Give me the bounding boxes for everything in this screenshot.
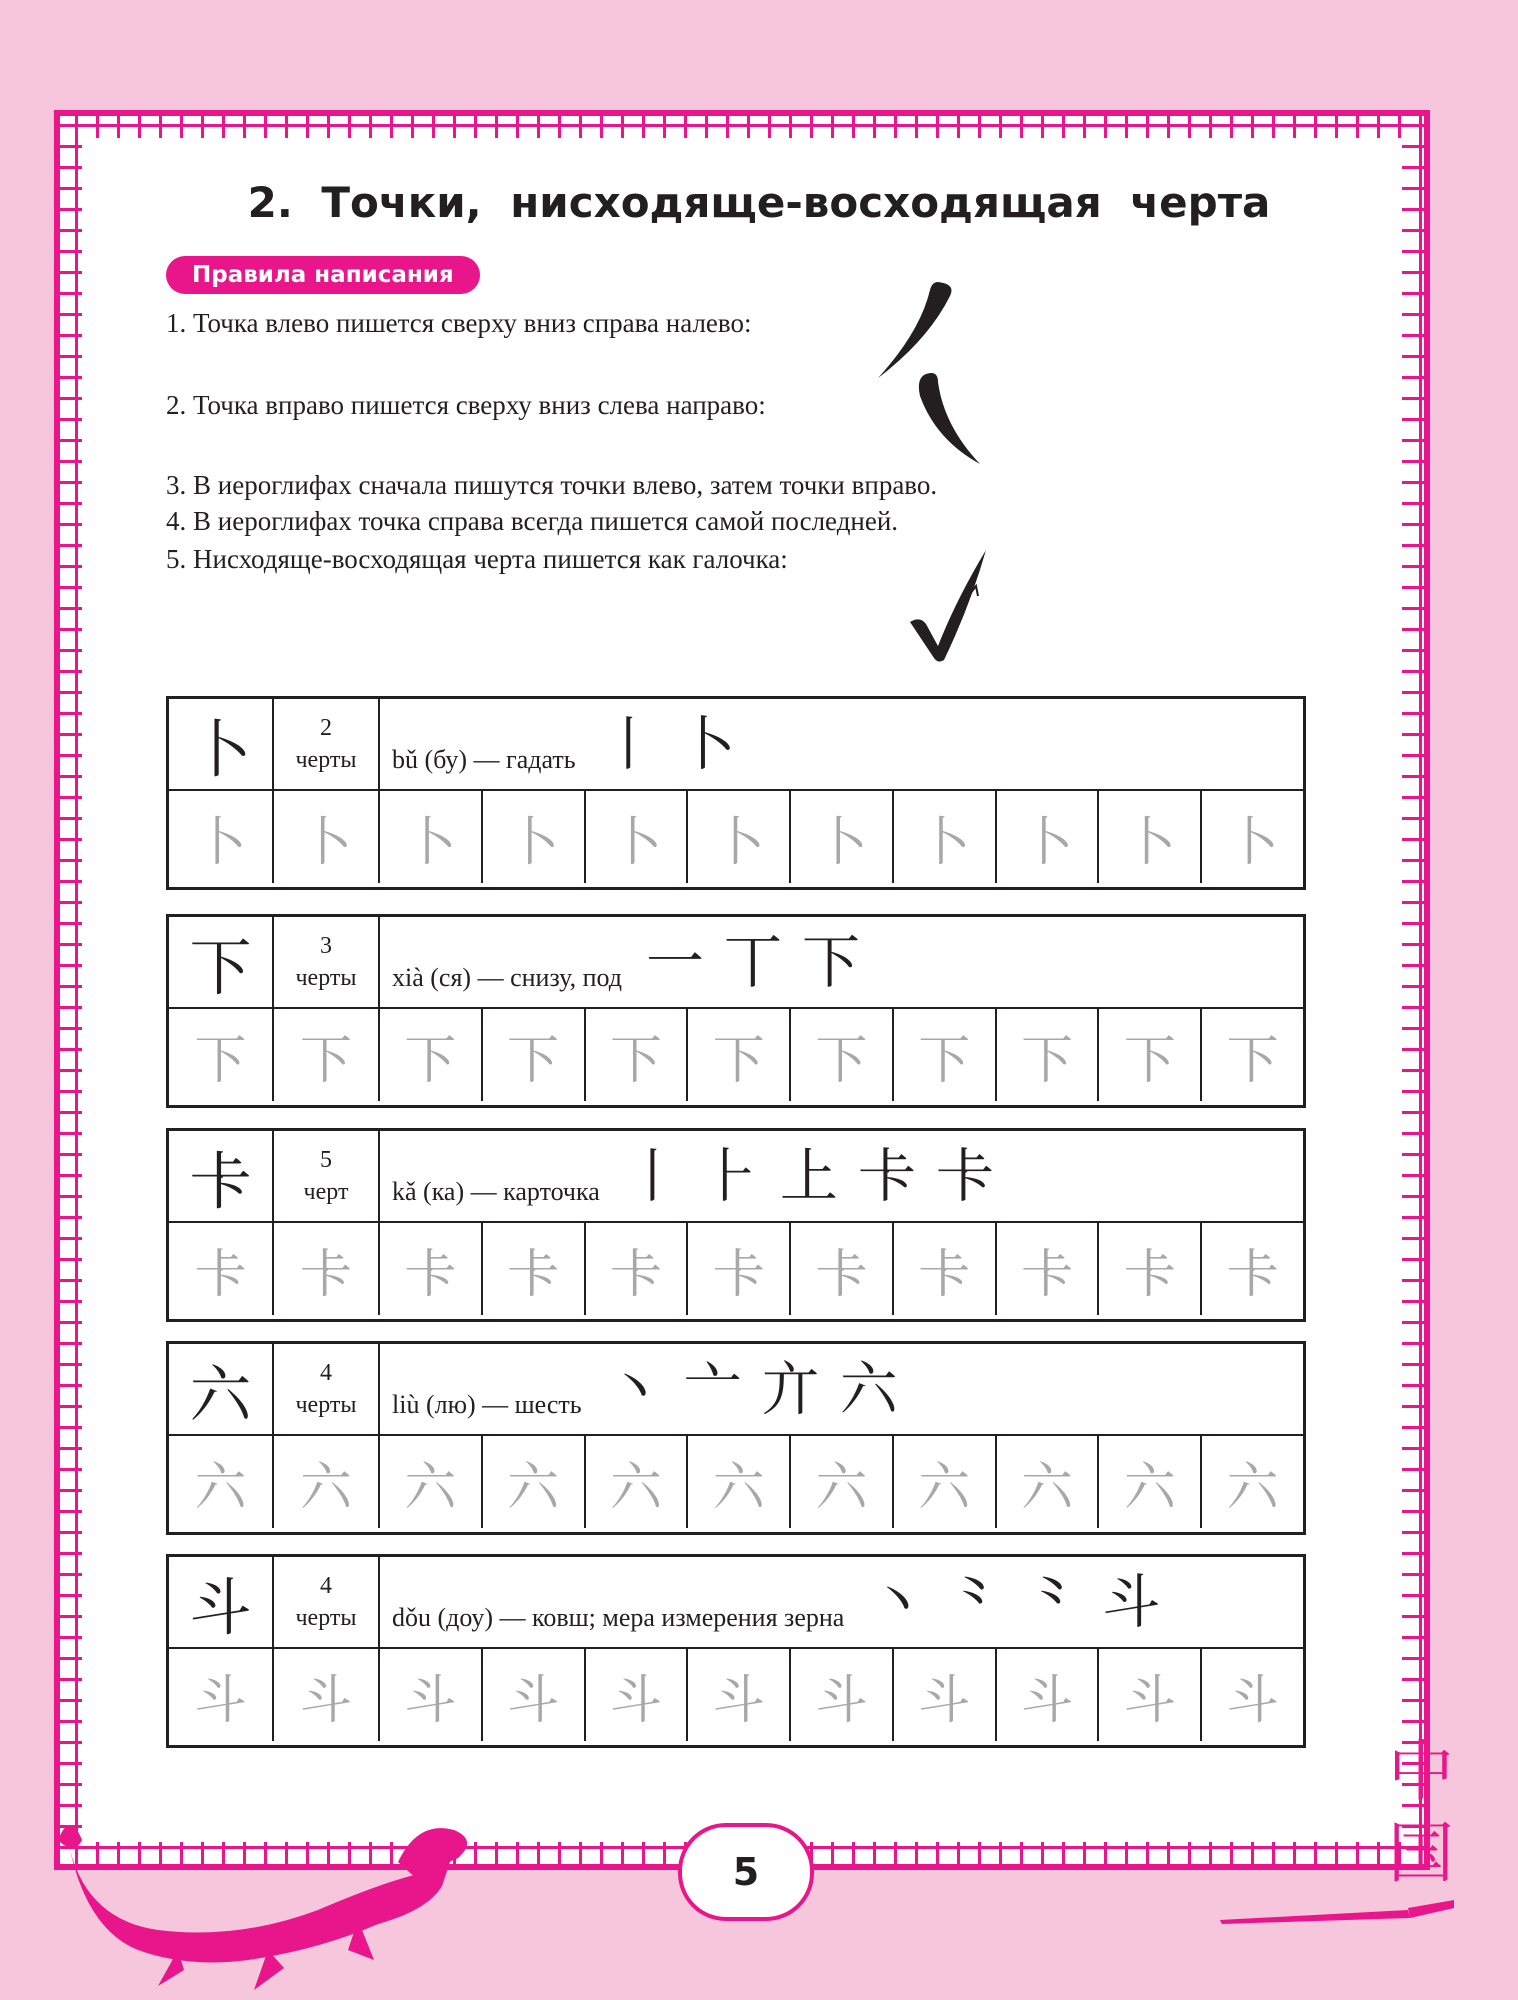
rule-item: 3. В иероглифах сначала пишутся точки влево, затем точки вправо.	[166, 470, 938, 500]
stroke-count	[274, 1557, 380, 1647]
stroke-step: 六	[839, 1355, 898, 1423]
practice-cell[interactable]: 斗	[483, 1649, 586, 1741]
stroke-count	[274, 917, 380, 1007]
stroke-count-word: черты	[295, 1605, 357, 1631]
stroke-step: 丶	[605, 1355, 664, 1423]
stroke-step: 丨	[599, 710, 658, 778]
practice-row	[169, 1436, 1303, 1528]
practice-cell[interactable]: 卡	[688, 1223, 791, 1315]
practice-cell[interactable]: 下	[997, 1009, 1100, 1101]
practice-cell[interactable]: 卡	[791, 1223, 894, 1315]
stroke-sequence	[599, 710, 736, 778]
stroke-count-number: 4	[320, 1360, 332, 1386]
practice-cell[interactable]: 六	[997, 1436, 1100, 1528]
practice-cell[interactable]: 斗	[380, 1649, 483, 1741]
stroke-step: 丶	[868, 1568, 927, 1636]
checkmark-stroke-icon	[904, 546, 994, 666]
practice-cell[interactable]: 卡	[483, 1223, 586, 1315]
stroke-step: 卡	[935, 1142, 994, 1210]
practice-cell[interactable]: 六	[1099, 1436, 1202, 1528]
stroke-count	[274, 1344, 380, 1434]
main-character: 卜	[169, 699, 274, 789]
character-info: bǔ (бу) — гадать	[392, 745, 576, 774]
main-character: 下	[169, 917, 274, 1007]
practice-cell[interactable]: 卡	[169, 1223, 274, 1315]
practice-cell[interactable]: 斗	[169, 1649, 274, 1741]
practice-cell[interactable]: 卡	[586, 1223, 689, 1315]
rule-item: 4. В иероглифах точка справа всегда пишется самой последней.	[166, 506, 899, 536]
practice-cell[interactable]: 卡	[894, 1223, 997, 1315]
stroke-step: 丅	[723, 928, 782, 996]
rule-item: 1. Точка влево пишется сверху вниз справа налево:	[166, 308, 752, 338]
practice-cell[interactable]: 斗	[688, 1649, 791, 1741]
practice-cell[interactable]: 卜	[380, 791, 483, 883]
practice-cell[interactable]: 六	[483, 1436, 586, 1528]
stroke-count-number: 2	[320, 715, 332, 741]
practice-cell[interactable]: 六	[894, 1436, 997, 1528]
practice-cell[interactable]: 下	[1099, 1009, 1202, 1101]
stroke-step: ⺀	[946, 1568, 1005, 1636]
stroke-step: 丨	[623, 1142, 682, 1210]
stroke-sequence	[868, 1568, 1161, 1636]
stroke-count-word: черты	[295, 965, 357, 991]
character-block	[166, 1341, 1306, 1535]
side-character-zhong: 中	[1388, 1733, 1454, 1810]
practice-cell[interactable]: 卜	[169, 791, 274, 883]
practice-cell[interactable]: 卡	[1099, 1223, 1202, 1315]
practice-cell[interactable]: 斗	[791, 1649, 894, 1741]
stroke-step: 下	[802, 928, 861, 996]
practice-cell[interactable]: 斗	[997, 1649, 1100, 1741]
practice-cell[interactable]: 六	[380, 1436, 483, 1528]
practice-cell[interactable]: 斗	[274, 1649, 380, 1741]
practice-row	[169, 1223, 1303, 1315]
practice-cell[interactable]: 六	[688, 1436, 791, 1528]
character-block	[166, 914, 1306, 1108]
practice-cell[interactable]: 下	[586, 1009, 689, 1101]
practice-cell[interactable]: 卜	[791, 791, 894, 883]
practice-cell[interactable]: 斗	[586, 1649, 689, 1741]
stroke-step: 一	[645, 928, 704, 996]
stroke-step: 卜	[677, 710, 736, 778]
stroke-sequence	[605, 1355, 898, 1423]
practice-cell[interactable]: 卜	[586, 791, 689, 883]
main-character: 斗	[169, 1557, 274, 1647]
stroke-count	[274, 699, 380, 789]
stroke-step: 卡	[857, 1142, 916, 1210]
practice-cell[interactable]: 斗	[1226, 1670, 1279, 1731]
practice-cell[interactable]: 卜	[1099, 791, 1202, 883]
practice-cell[interactable]: 斗	[1099, 1649, 1202, 1741]
main-character: 卡	[169, 1131, 274, 1221]
stroke-count-number: 5	[320, 1147, 332, 1173]
practice-cell[interactable]: 下	[169, 1009, 274, 1101]
practice-cell[interactable]: 卡	[380, 1223, 483, 1315]
right-dot-stroke-icon	[908, 370, 988, 470]
brush-icon	[1218, 1896, 1458, 1926]
practice-cell[interactable]: 下	[274, 1009, 380, 1101]
practice-cell[interactable]: 下	[894, 1009, 997, 1101]
practice-cell[interactable]: 卜	[274, 791, 380, 883]
character-block	[166, 1128, 1306, 1322]
main-character: 六	[169, 1344, 274, 1434]
stroke-count-number: 3	[320, 933, 332, 959]
rule-item: 5. Нисходяще-восходящая черта пишется как галочка:	[166, 544, 788, 574]
practice-cell[interactable]: 六	[274, 1436, 380, 1528]
stroke-sequence	[645, 928, 861, 996]
stroke-count	[274, 1131, 380, 1221]
stroke-step: 斗	[1102, 1568, 1161, 1636]
practice-cell[interactable]: 卡	[997, 1223, 1100, 1315]
stroke-step: ⺊	[701, 1142, 760, 1210]
character-block	[166, 1554, 1306, 1748]
page-number: 5	[678, 1823, 814, 1921]
practice-cell[interactable]: 卡	[274, 1223, 380, 1315]
stroke-count-word: черты	[295, 747, 357, 773]
stroke-count-word: черт	[303, 1179, 349, 1205]
practice-cell[interactable]: 下	[1226, 1030, 1279, 1091]
practice-cell[interactable]: 斗	[894, 1649, 997, 1741]
character-info: liù (лю) — шесть	[392, 1390, 582, 1419]
page-title: 2. Точки, нисходяще-восходящая черта	[247, 178, 1271, 227]
practice-cell[interactable]: 卜	[997, 791, 1100, 883]
character-info: kǎ (ка) — карточка	[392, 1177, 600, 1206]
practice-cell[interactable]: 卜	[894, 791, 997, 883]
practice-cell[interactable]: 卡	[1226, 1244, 1279, 1305]
practice-cell[interactable]: 下	[380, 1009, 483, 1101]
character-info: dǒu (доу) — ковш; мера измерения зерна	[392, 1603, 845, 1632]
practice-cell[interactable]: 卜	[688, 791, 791, 883]
practice-cell[interactable]: 六	[791, 1436, 894, 1528]
stroke-sequence	[623, 1142, 994, 1210]
stroke-step: 亣	[761, 1355, 820, 1423]
practice-row	[169, 1649, 1303, 1741]
stroke-step: 亠	[683, 1355, 742, 1423]
practice-row	[169, 1009, 1303, 1101]
stroke-step: ⺀	[1024, 1568, 1083, 1636]
side-character-guo: 国	[1388, 1815, 1454, 1892]
character-info: xià (ся) — снизу, под	[392, 963, 622, 992]
rule-item: 2. Точка вправо пишется сверху вниз слева направо:	[166, 390, 766, 420]
practice-cell[interactable]: 六	[586, 1436, 689, 1528]
practice-cell[interactable]: 下	[688, 1009, 791, 1101]
stroke-count-number: 4	[320, 1573, 332, 1599]
practice-cell[interactable]: 下	[791, 1009, 894, 1101]
stroke-count-word: черты	[295, 1392, 357, 1418]
practice-row	[169, 791, 1303, 883]
practice-cell[interactable]: 卜	[1226, 812, 1279, 873]
character-block	[166, 696, 1306, 890]
stroke-step: 上	[779, 1142, 838, 1210]
practice-cell[interactable]: 六	[1226, 1457, 1279, 1518]
rules-label: Правила написания	[166, 256, 480, 294]
practice-cell[interactable]: 下	[483, 1009, 586, 1101]
practice-cell[interactable]: 卜	[483, 791, 586, 883]
practice-cell[interactable]: 六	[169, 1436, 274, 1528]
dragon-icon	[18, 1800, 488, 2000]
